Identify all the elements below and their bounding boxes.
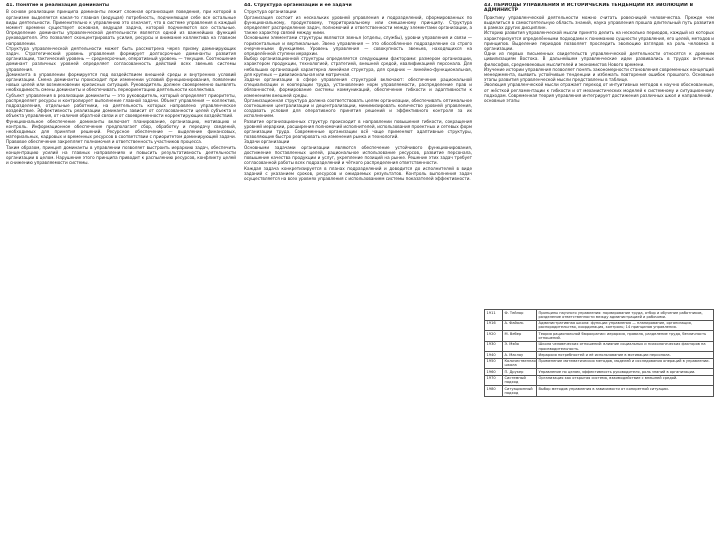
- paragraph: Практику управленческой деятельности можно считать ровесницей человечества. Прежде чем выделиться в самостоятельную область знаний, наука управления прошла длительный путь развития в рамках других дисциплин.: [484, 14, 714, 31]
- paragraph: Выбор организационной структуры определяется следующими факторами: размером организации, характером продукции, технологией, стратегией, внешней средой, квалификацией персонала. Для небольших организаций характерна линейная структура, для средних — линейно-функциональная, для крупных — дивизиональная или матричная.: [244, 56, 472, 77]
- section-body-3: [484, 15, 714, 103]
- section-title-1: 41. Понятие и реализация доминанты: [6, 3, 110, 8]
- table-row: [485, 331, 714, 342]
- table-cell-name: Э. Мэйо: [503, 341, 537, 352]
- table-cell-description: Применение математических методов, моделей и исследования операций в управлении.: [537, 358, 714, 369]
- table-cell-year: 1911: [485, 310, 503, 321]
- paragraph: Организация состоит из нескольких уровней управления и подразделений, сформированных по функциональному, продуктовому, территориальному или смешанному принципу. Структура определяет распределение задач, полномочий и ответственности между элементами организации, а также характер связей между ними.: [244, 14, 472, 36]
- table-cell-name: М. Вебер: [503, 331, 537, 342]
- table-cell-description: Выбор методов управления в зависимости от конкретной ситуации.: [537, 386, 714, 397]
- paragraph: Задачи организации: [244, 139, 290, 145]
- table-cell-description: Школа человеческих отношений: влияние социальных и психологических факторов на производительность.: [537, 341, 714, 352]
- table-cell-year: 1970: [485, 375, 503, 386]
- table-cell-name: Количественная школа: [504, 359, 536, 368]
- table-row: [485, 375, 714, 386]
- table-cell-year: 1930: [485, 341, 503, 352]
- history-table: [484, 309, 714, 397]
- table-cell-name: Системный подход: [503, 375, 537, 386]
- paragraph: Изучение истории управления позволяет понять закономерности становления современных концепций менеджмента, выявить устойчивые тенденции и избежать повторения ошибок прошлого. Основные этапы развития управленческой мысли представлены в таблице.: [484, 66, 714, 83]
- table-row: [485, 310, 714, 321]
- paragraph: Эволюция управленческой мысли отражает переход от интуитивных методов к научно обоснованным, от жёсткой регламентации к гибкости и от механистических моделей к системному и ситуационному подходам. Современная теория управления интегрирует достижения различных школ и направлений.: [484, 82, 714, 98]
- paragraph: Организационная структура должна соответствовать целям организации, обеспечивать оптимальное соотношение централизации и децентрализации, минимизировать количество уровней управления, создавать условия для оперативного принятия решений и эффективного контроля за их исполнением.: [244, 97, 472, 119]
- table-cell-description: Административная школа: функции управления — планирование, организация, распорядительство, координация, контроль; 14 принципов управления.: [537, 320, 714, 331]
- table-cell-name: А. Файоль: [503, 320, 537, 331]
- table-cell-year: 1940: [485, 352, 503, 358]
- table-cell-description: Организация как открытая система, взаимодействие с внешней средой.: [537, 375, 714, 386]
- table-cell-description: Теория рациональной бюрократии: иерархия, правила, разделение труда, безличность отношений.: [537, 331, 714, 342]
- paragraph: Субъект управления в реализации доминанты — это руководитель, который определяет приоритеты, распределяет ресурсы и контролирует выполнение главной задачи. Объект управления — коллектив, подразделения, отдельные работники, на деятельность которых направлено управленческое воздействие. Эффективность реализации доминанты зависит от согласованности целей субъекта и объекта управления, от наличия обратной связи и от своевременности корректирующих воздействий.: [6, 92, 236, 119]
- table-cell-name: Ф. Тейлор: [503, 310, 537, 321]
- paragraph: Таким образом, принцип доминанты в управлении позволяет выстроить иерархию задач, обеспечить концентрацию усилий на главных направлениях и повысить результативность деятельности организации в целом. Нарушение этого принципа приводит к распылению ресурсов, конфликту целей и снижению управляемости системы.: [6, 144, 236, 166]
- paragraph: Структура управленческой деятельности может быть рассмотрена через призму доминирующих задач. Стратегический уровень управления формирует долгосрочные доминанты развития организации, тактический уровень — среднесрочные, оперативный уровень — текущие. Соотношение доминант различных уровней определяет согласованность действий всех звеньев системы управления.: [6, 45, 236, 72]
- section-body-1: [6, 9, 236, 165]
- paragraph: Структура организации: [244, 9, 297, 15]
- table-cell-name: П. Друкер: [503, 369, 537, 375]
- paragraph: Одни из первых письменных свидетельств управленческой деятельности относятся к древним цивилизациям Востока. В дальнейшем управленческие идеи развивались в трудах античных философов, средневековых мыслителей и экономистов Нового времени.: [484, 51, 714, 67]
- table-cell-year: 1980: [485, 386, 503, 397]
- table-row: [485, 341, 714, 352]
- table-cell-description: Принципы научного управления: нормирование труда, отбор и обучение работников, разделение ответственности между администрацией и рабочими.: [537, 310, 714, 321]
- column-2: [244, 3, 472, 537]
- paragraph: В основе реализации принципа доминанты лежит сложная организация поведения, при которой в организме выделяется какая-то главная (ведущая) потребность, подчиняющая себе все остальные виды деятельности. Применительно к управлению это означает, что в системе управления в каждый момент времени существует основная, ведущая задача, которой подчиняются все остальные. Определение доминанты управленческой деятельности является одной из важнейших функций руководителя. Это позволяет сконцентрировать усилия, ресурсы и внимание коллектива на главном направлении.: [6, 9, 236, 46]
- section-title-2: 44. Структура организации и её задачи: [244, 3, 352, 8]
- table-cell-name: Ситуационный подход: [503, 386, 537, 397]
- paragraph: Основными элементами структуры являются звенья (отделы, службы), уровни управления и связи — горизонтальные и вертикальные. Звено управления — это обособленное подразделение со строго очерченными функциями. Уровень управления — совокупность звеньев, находящихся на определённой ступени иерархии.: [244, 35, 472, 57]
- table-cell-year: 1950: [485, 358, 503, 369]
- section-title-3: 43. ПЕРИОДЫ УПРАВЛЕНИЯ И ИСТОРИЧЕСКИЕ ТЕНДЕНЦИИ ИХ ЭВОЛЮЦИИ В АДМИНИСТР: [484, 3, 694, 14]
- paragraph: Задачи организации в сфере управления структурой включают: обеспечение рациональной специализации и кооперации труда, установление норм управляемости, распределение прав и обязанностей, формирование системы коммуникаций, обеспечение гибкости и адаптивности к изменениям внешней среды.: [244, 77, 472, 98]
- table-row: [485, 386, 714, 397]
- closing-line: основные этапы: [484, 98, 520, 104]
- table-row: [485, 358, 714, 369]
- table-cell-name: А. Маслоу: [503, 352, 537, 358]
- column-3: [484, 3, 714, 537]
- history-table-body: [485, 310, 714, 397]
- column-1: [6, 3, 236, 537]
- paragraph: Основными задачами организации являются обеспечение устойчивого функционирования, достижение поставленных целей, рациональное использование ресурсов, развитие персонала, повышение качества продукции и услуг, укрепление позиций на рынке. Решение этих задач требует согласованной работы всех подразделений и чёткого распределения ответственности.: [244, 144, 472, 166]
- table-cell-year: 1960: [485, 369, 503, 375]
- table-cell-description: Иерархия потребностей и её использование в мотивации персонала.: [537, 352, 714, 358]
- paragraph: Историю развития управленческой мысли принято делить на несколько периодов, каждый из которых характеризуется определёнными подходами к пониманию сущности управления, его целей, методов и принципов. Выделение периодов позволяет проследить эволюцию взглядов на роль человека в организации.: [484, 30, 714, 52]
- paragraph: Развитие организационных структур происходит в направлении повышения гибкости, сокращения уровней иерархии, расширения полномочий исполнителей, использования проектных и сетевых форм организации труда. Современные организации всё чаще применяют адаптивные структуры, позволяющие быстро реагировать на изменения рынка и технологий.: [244, 118, 472, 140]
- table-cell-year: 1920: [485, 331, 503, 342]
- paragraph: Доминанта в управлении формируется под воздействием внешней среды и внутренних условий организации. Смена доминанты происходит при изменении условий функционирования, появлении новых целей или возникновении кризисных ситуаций. Руководитель должен своевременно выявлять необходимость смены доминанты и обеспечивать переориентацию деятельности коллектива.: [6, 71, 236, 93]
- paragraph: Функциональное обеспечение доминанты включает планирование, организацию, мотивацию и контроль. Информационное обеспечение предполагает сбор, обработку и передачу сведений, необходимых для принятия решений. Ресурсное обеспечение — выделение финансовых, материальных, кадровых и временных ресурсов в соответствии с приоритетом доминирующей задачи. Правовое обеспечение закрепляет полномочия и ответственность участников процесса.: [6, 118, 236, 145]
- table-cell-description: Управление по целям, эффективность руководителя, роль знаний в организации.: [537, 369, 714, 375]
- section-body-2: [244, 9, 472, 181]
- table-row: [485, 320, 714, 331]
- paragraph: Каждая задача конкретизируется в планах подразделений и доводится до исполнителей в виде заданий с указанием сроков, ресурсов и ожидаемых результатов. Контроль выполнения задач осуществляется на всех уровнях управления с использованием системы показателей эффективности.: [244, 165, 472, 181]
- table-cell-year: 1916: [485, 320, 503, 331]
